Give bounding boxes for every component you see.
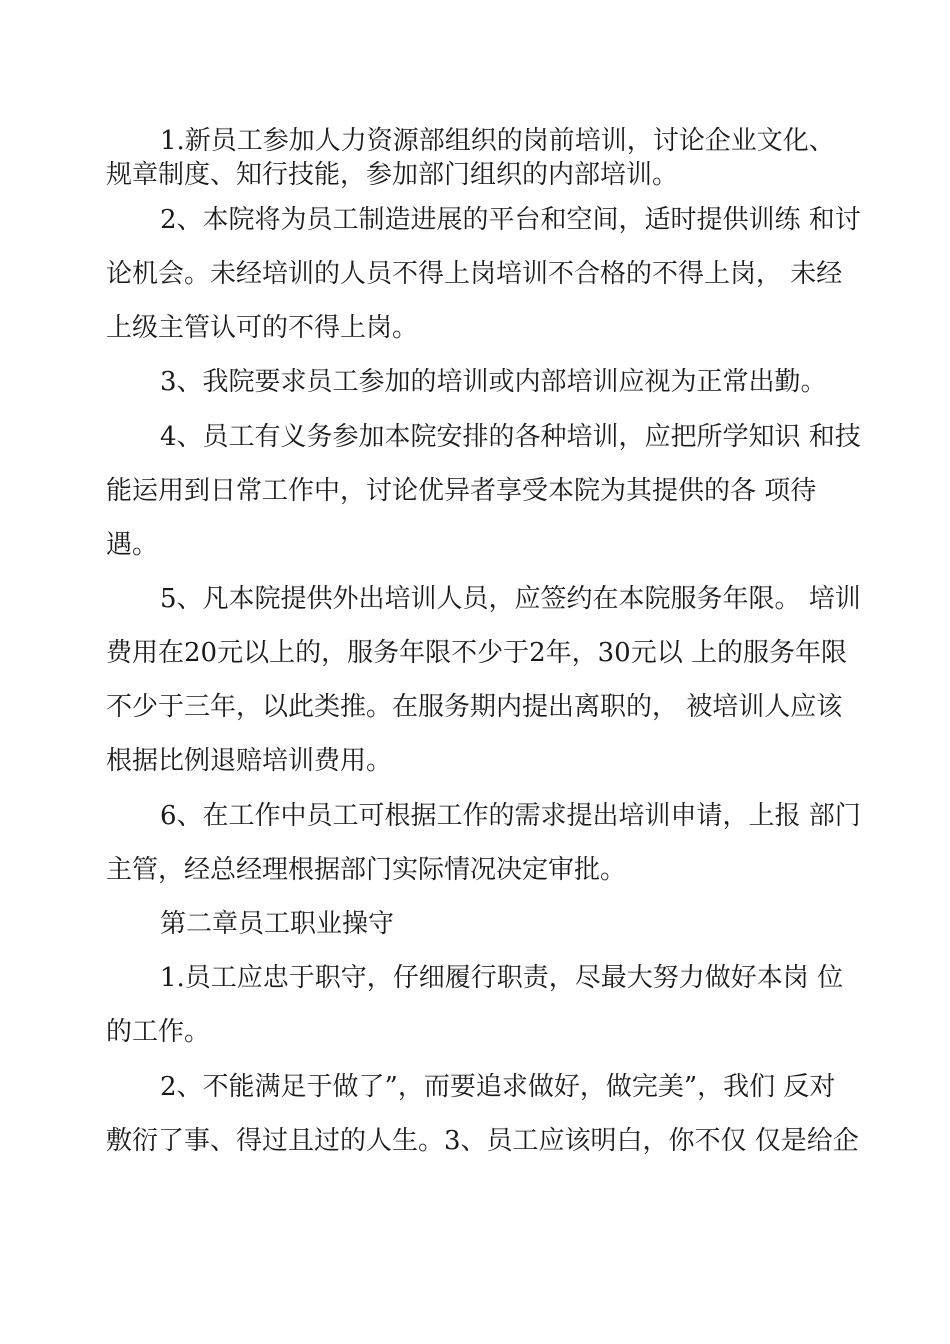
line-12: 不少于三年，以此类推。在服务期内提出离职的， 被培训人应该 [106, 692, 843, 722]
line-15: 主管，经总经理根据部门实际情况决定审批。 [106, 855, 627, 885]
line-18: 的工作。 [106, 1017, 211, 1047]
line-1: 1.新员工参加人力资源部组织的岗前培训，讨论企业文化、 [160, 126, 835, 156]
line-14: 6、在工作中员工可根据工作的需求提出培训申请，上报 部门 [160, 801, 861, 831]
line-10: 5、凡本院提供外出培训人员，应签约在本院服务年限。 培训 [160, 584, 861, 614]
line-4: 论机会。未经培训的人员不得上岗培训不合格的不得上岗， 未经 [106, 259, 843, 289]
line-5: 上级主管认可的不得上岗。 [106, 313, 419, 343]
line-17: 1.员工应忠于职守，仔细履行职责，尽最大努力做好本岗 位 [160, 963, 844, 993]
line-8: 能运用到日常工作中，讨论优异者享受本院为其提供的各 项待 [106, 476, 817, 506]
line-13: 根据比例退赔培训费用。 [106, 746, 393, 776]
line-20: 敷衍了事、得过且过的人生。3、员工应该明白，你不仅 仅是给企 [106, 1126, 859, 1156]
line-16: 第二章员工职业操守 [160, 909, 395, 939]
line-11: 费用在20元以上的，服务年限不少于2年，30元以 上的服务年限 [106, 638, 847, 668]
line-3: 2、本院将为员工制造进展的平台和空间，适时提供训练 和讨 [160, 205, 861, 235]
line-6: 3、我院要求员工参加的培训或内部培训应视为正常出勤。 [160, 367, 827, 397]
line-19: 2、不能满足于做了”，而要追求做好，做完美”，我们 反对 [160, 1072, 836, 1102]
line-2: 规章制度、知行技能，参加部门组织的内部培训。 [106, 160, 679, 190]
line-9: 遇。 [106, 530, 159, 560]
line-7: 4、员工有义务参加本院安排的各种培训，应把所学知识 和技 [160, 422, 861, 452]
